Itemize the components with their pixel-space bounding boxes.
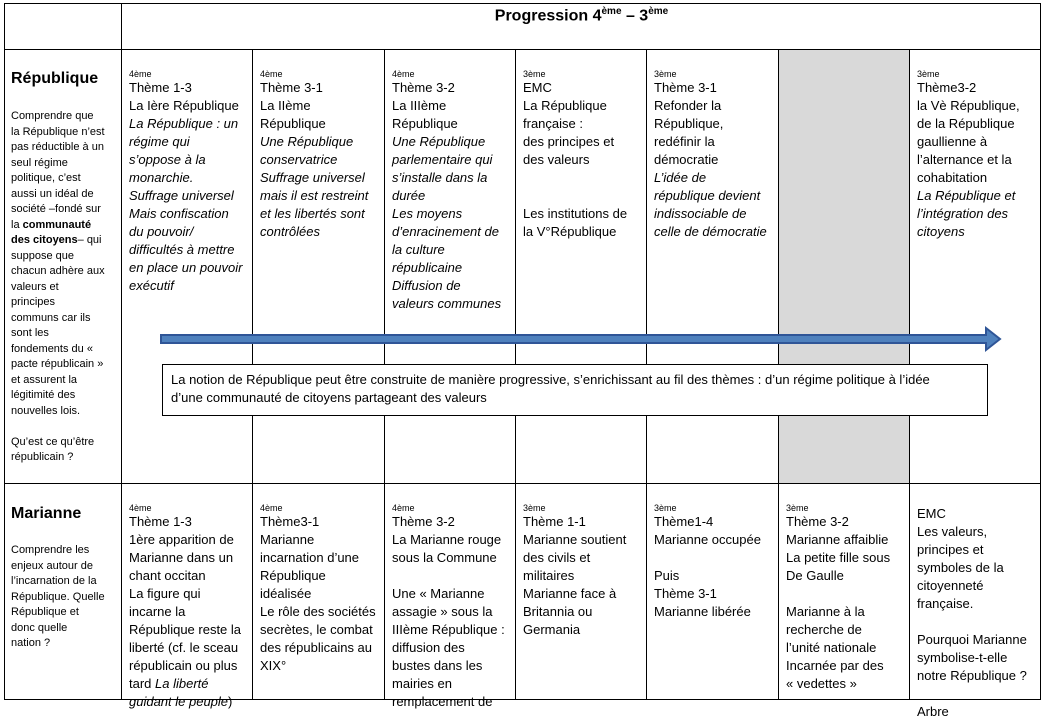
empty-grey-cell bbox=[779, 50, 910, 483]
republique-cell-1: 4ème Thème 1-3 La Ière République La République : un régime qui s’oppose à la monarchie. Suffrage universel Mais confiscation du pouvoir/ difficultés à mettre en place un pouvoir exécutif bbox=[129, 51, 251, 295]
progression-arrow bbox=[160, 326, 1005, 352]
marianne-cell-4: 3ème Thème 1-1 Marianne soutient des civils et militaires Marianne face à Britannia ou Germania bbox=[523, 485, 645, 639]
note-text: La notion de République peut être construite de manière progressive, s’enrichissant au fil des thèmes : d’un régime politique à l’idée d’une communauté de citoyens partageant des valeurs bbox=[171, 372, 930, 405]
marianne-cell-7: EMC Les valeurs, principes et symboles de la citoyenneté française. Pourquoi Marianne symbolise-t-elle notre République ? Arbre bbox=[917, 506, 1027, 719]
level-label: 3ème bbox=[917, 69, 940, 79]
marianne-heading: Marianne bbox=[11, 505, 82, 522]
level-label: 3ème bbox=[523, 503, 546, 513]
marianne-cell-2: 4ème Thème3-1 Marianne incarnation d’une République idéalisée Le rôle des sociétés secrètes, le combat des républicains au XIX° bbox=[260, 485, 382, 675]
table-border-top bbox=[4, 3, 1041, 4]
note-box bbox=[162, 364, 988, 416]
row-divider-header bbox=[4, 49, 1041, 50]
page-title: Progression 4ème – 3ème bbox=[494, 6, 669, 25]
row-divider-marianne bbox=[4, 483, 1041, 484]
republique-cell-7: 3ème Thème3-2 la Vè République, de la République gaullienne à l’alternance et la cohabitation La République et l’intégration des citoyens bbox=[917, 51, 1039, 241]
marianne-cell-1: 4ème Thème 1-3 1ère apparition de Marianne dans un chant occitan La figure qui incarne la République reste la liberté (cf. le sceau républicain ou plus tard La liberté guidant le peuple) bbox=[129, 485, 251, 711]
republique-cell-3: 4ème Thème 3-2 La IIIème République Une République parlementaire qui s’installe dans la durée Les moyens d’enracinement de la culture républicaine Diffusion de valeurs communes bbox=[392, 51, 514, 313]
level-label: 4ème bbox=[392, 503, 415, 513]
marianne-description: Comprendre les enjeux autour de l’incarnation de la République. Quelle République et donc quelle nation ? bbox=[11, 544, 105, 649]
level-label: 3ème bbox=[523, 69, 546, 79]
col-line bbox=[1040, 3, 1041, 700]
marianne-cell-3: 4ème Thème 3-2 La Marianne rouge sous la Commune Une « Marianne assagie » sous la IIIème République : diffusion des bustes dans les mairies en remplacement de bbox=[392, 485, 514, 698]
arrow-shape bbox=[161, 328, 1000, 350]
level-label: 4ème bbox=[260, 69, 283, 79]
level-label: 3ème bbox=[786, 503, 809, 513]
level-label: 4ème bbox=[260, 503, 283, 513]
level-label: 3ème bbox=[654, 503, 677, 513]
republique-cell-5: 3ème Thème 3-1 Refonder la République, redéfinir la démocratie L’idée de république devient indissociable de celle de démocratie bbox=[654, 51, 776, 241]
marianne-cell-5: 3ème Thème1-4 Marianne occupée Puis Thème 3-1 Marianne libérée bbox=[654, 485, 776, 621]
level-label: 3ème bbox=[654, 69, 677, 79]
republique-cell-2: 4ème Thème 3-1 La IIème République Une République conservatrice Suffrage universel mais il est restreint et les libertés sont contrôlées bbox=[260, 51, 382, 241]
col-line bbox=[4, 3, 5, 700]
republique-cell-4: 3ème EMC La République française : des principes et des valeurs Les institutions de la V°République bbox=[523, 51, 645, 241]
col-line bbox=[121, 3, 122, 700]
level-label: 4ème bbox=[129, 69, 152, 79]
marianne-cell-6: 3ème Thème 3-2 Marianne affaiblie La petite fille sous De Gaulle Marianne à la recherche de l’unité nationale Incarnée par des « vedettes » bbox=[786, 485, 908, 693]
level-label: 4ème bbox=[129, 503, 152, 513]
republique-description: Comprendre que la République n’est pas réductible à un seul régime politique, c’est aussi un idéal de société –fondé sur la communauté des citoyens– qui suppose que chacun adhère aux valeurs et principes communs car ils sont les fondements du « pacte républicain » et assurent la légitimité des nouvelles lois. Qu’est ce qu’être républicain ? bbox=[11, 110, 105, 463]
republique-heading: République bbox=[11, 70, 99, 87]
level-label: 4ème bbox=[392, 69, 415, 79]
